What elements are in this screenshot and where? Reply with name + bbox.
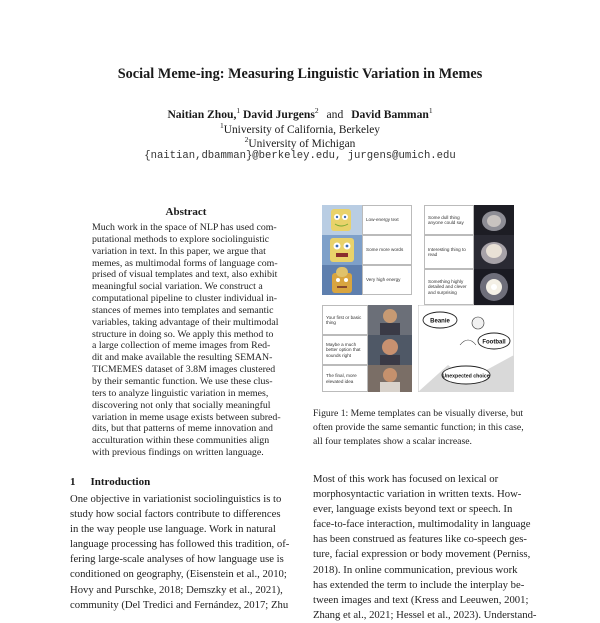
introduction-body xyxy=(70,492,300,613)
spongebob-caption-3: Very high energy xyxy=(362,265,412,295)
body-text-line: has extended the term to include the interplay be- xyxy=(313,578,525,591)
abstract-line: discovering not only that socially meaningful xyxy=(92,399,271,411)
drake-caption-1: Your first or basic thing xyxy=(322,305,368,335)
drake-image-1 xyxy=(368,305,412,335)
abstract-line: putational methods to explore sociolinguistic xyxy=(92,233,270,245)
body-text-line: ture, facial expression or body movement (Perniss, xyxy=(313,548,531,561)
abstract-line: variation in meme usage exists between subred- xyxy=(92,411,281,423)
body-text-line: face-to-face interaction, multimodality in language xyxy=(313,518,531,531)
abstract-line: stances of memes into templates and semantic xyxy=(92,304,274,316)
author-name: Naitian Zhou, xyxy=(167,108,237,121)
body-text-line: ever, language exists beyond text or speech. In xyxy=(313,503,513,516)
abstract-heading: Abstract xyxy=(165,206,207,218)
drake-image-3 xyxy=(368,365,412,392)
author-list xyxy=(0,106,600,121)
caption-line: Figure 1: Meme templates can be visually diverse, but xyxy=(313,408,524,419)
figure-1-caption xyxy=(313,407,538,449)
caption-line: all four templates show a scalar increase. xyxy=(313,435,472,447)
beanie-label: Beanie xyxy=(430,318,450,325)
abstract-body xyxy=(92,222,282,459)
galaxy-brain-image-2 xyxy=(474,235,514,269)
figure-1-meme-grid xyxy=(322,205,514,392)
drake-caption-2: Maybe a much better option that sounds right xyxy=(322,335,368,365)
body-text-line: has been construed as features like co-speech ges- xyxy=(313,533,527,546)
author-affil-marker: 1 xyxy=(428,106,433,115)
introduction-line: language processing has followed this tradition, of- xyxy=(70,538,290,551)
introduction-line: community (Del Tredici and Fernández, 2017; Zhu xyxy=(70,598,289,611)
unexpected-label: Unexpected choice xyxy=(442,373,490,380)
abstract-line: TICMEMES dataset of 3.8M images clustered xyxy=(92,364,276,376)
abstract-line: computational pipeline to cluster individual in- xyxy=(92,293,278,305)
abstract-line: variation in text. In this paper, we argue that xyxy=(92,245,266,257)
author-emails: {naitian,dbamman}@berkeley.edu, jurgens@umich.edu xyxy=(144,150,456,162)
abstract-line: variables, taking advantage of their multimodal xyxy=(92,316,279,328)
caption-line: often provide the same semantic function; in this case, xyxy=(313,421,524,433)
body-text-line: Zhang et al., 2021; Hessel et al., 2023). Understand- xyxy=(313,608,537,621)
introduction-line: in the way people use language. Work in natural xyxy=(70,523,276,536)
introduction-line: study how social factors contribute to differences xyxy=(70,508,281,521)
body-text-line: Most of this work has focused on lexical or xyxy=(313,473,499,485)
spongebob-caption-1: Low-energy text xyxy=(362,205,412,235)
abstract-line: dit and make available the resulting SEMAN- xyxy=(92,352,273,364)
paper-title: Social Meme-ing: Measuring Linguistic Variation in Memes xyxy=(117,66,483,82)
spongebob-image-2 xyxy=(322,235,362,265)
author-name: David Bamman xyxy=(351,108,429,121)
affil-marker: 2 xyxy=(244,135,249,144)
introduction-line: conditioned on geography, (Eisenstein et al., 2010; xyxy=(70,568,287,581)
affiliation-berkeley xyxy=(0,121,600,136)
abstract-line: structure in doing so. We apply this method to xyxy=(92,328,274,340)
affil-text: University of California, Berkeley xyxy=(223,124,380,136)
introduction-line: One objective in variationist sociolinguistics is to xyxy=(70,493,282,505)
abstract-line: memes, as multimodal forms of language com- xyxy=(92,257,278,269)
abstract-line: a large collection of meme images from Red- xyxy=(92,340,271,352)
introduction-line: fering large-scale analyses of how language use is xyxy=(70,553,284,566)
spongebob-caption-2: Some more words xyxy=(362,235,412,265)
galaxy-brain-image-1 xyxy=(474,205,514,235)
abstract-line: acculturation within these communities align xyxy=(92,435,270,447)
abstract-line: by their semantic function. We use these clus- xyxy=(92,375,273,387)
galaxy-caption-3: Something highly detailed and clever and surprising xyxy=(424,269,474,305)
affil-text: University of Michigan xyxy=(248,138,356,150)
abstract-line: Much work in the space of NLP has used com- xyxy=(92,222,277,233)
author-affil-marker: 1 xyxy=(236,106,241,115)
spongebob-image-3 xyxy=(322,265,362,295)
football-label: Football xyxy=(482,339,506,346)
body-text-line: morphosyntactic variation in written texts. How- xyxy=(313,488,522,501)
drake-image-2 xyxy=(368,335,412,365)
and-word: and xyxy=(326,108,344,121)
spongebob-image-1 xyxy=(322,205,362,235)
football-meme-image xyxy=(418,305,514,392)
abstract-line: meaningful social variation. We construct a xyxy=(92,281,263,293)
body-text-line: 2018). In online communication, previous work xyxy=(313,563,518,576)
abstract-line: dits, but that patterns of meme innovation and xyxy=(92,423,273,435)
body-text-line: tween images and text (Kress and Leeuwen, 2001; xyxy=(313,593,529,606)
right-column-body xyxy=(313,472,543,623)
abstract-line: ters to analyze linguistic variation in memes, xyxy=(92,387,269,399)
section-heading-introduction xyxy=(70,476,150,488)
affiliation-michigan xyxy=(0,135,600,150)
author-affil-marker: 2 xyxy=(314,106,319,115)
affil-marker: 1 xyxy=(219,121,224,130)
drake-caption-3: The final, more elevated idea xyxy=(322,365,368,392)
galaxy-brain-image-3 xyxy=(474,269,514,305)
abstract-line: with previous findings on written language. xyxy=(92,447,264,459)
author-name: David Jurgens xyxy=(243,108,315,121)
abstract-line: prised of visual templates and text, also exhibit xyxy=(92,269,278,281)
section-title: Introduction xyxy=(90,476,151,488)
galaxy-caption-2: Interesting thing to read xyxy=(424,235,474,269)
introduction-line: Hovy and Purschke, 2018; Demszky et al., 2021), xyxy=(70,583,283,596)
galaxy-caption-1: Some dull thing anyone could say xyxy=(424,205,474,235)
section-number: 1 xyxy=(70,476,76,488)
